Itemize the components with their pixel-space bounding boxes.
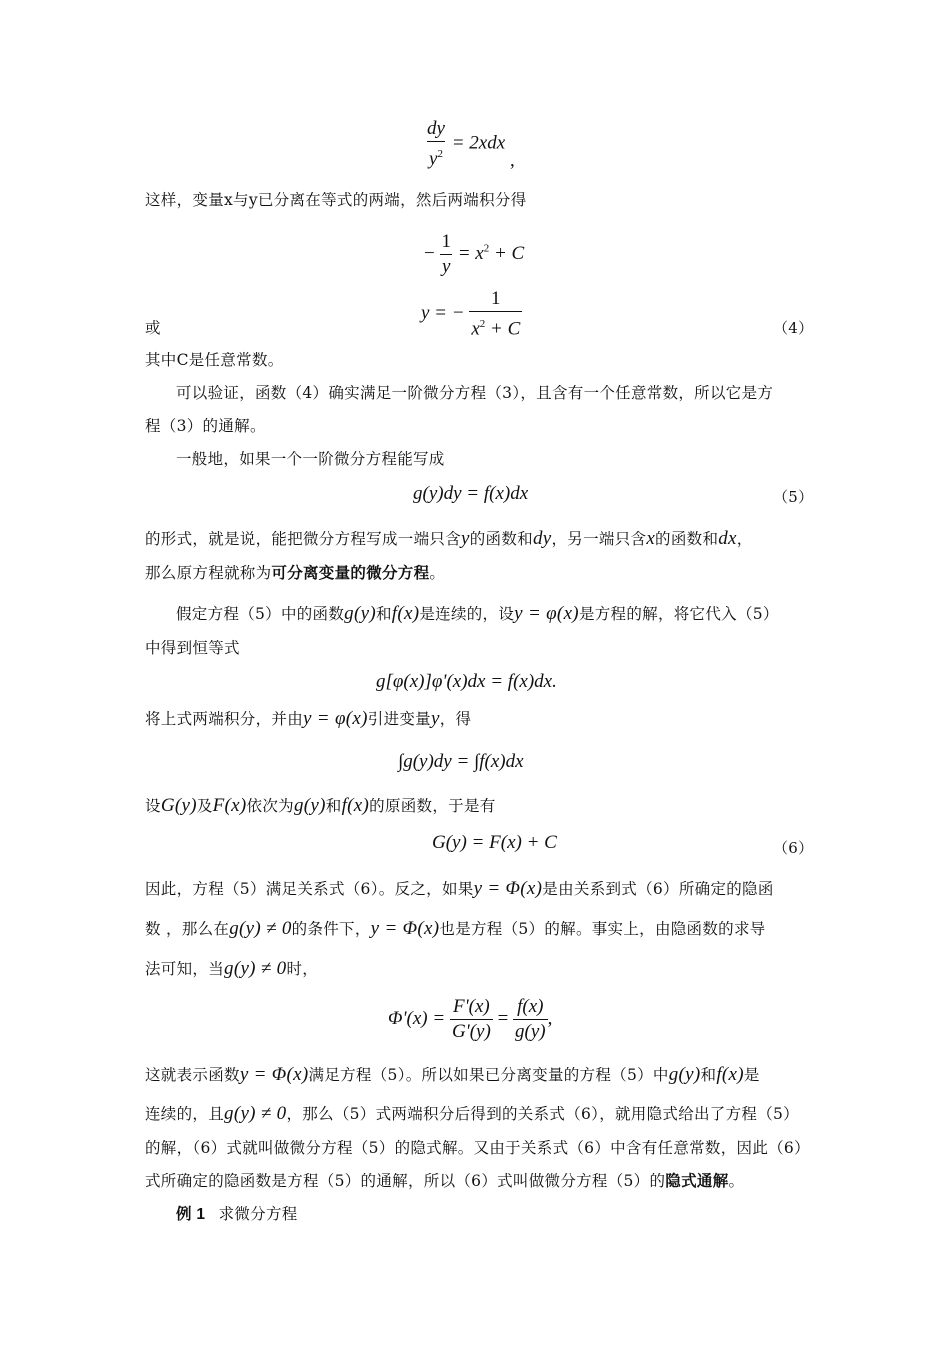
text-run: 是 xyxy=(743,1066,760,1084)
paragraph-3-line-1: 可以验证，函数（4）确实满足一阶微分方程（3），且含有一个任意常数，所以它是方 xyxy=(176,384,774,402)
paragraph-10-line-1 xyxy=(145,1064,760,1086)
text-run: 和 xyxy=(325,797,342,815)
paragraph-1: 这样，变量x与y已分离在等式的两端，然后两端积分得 xyxy=(145,191,527,209)
text-run: 的函数和 xyxy=(469,530,533,548)
example-text: 求微分方程 xyxy=(218,1205,298,1223)
math-condition: g(y) ≠ 0 xyxy=(224,958,287,979)
text-run: 假定方程（5）中的函数 xyxy=(176,605,345,623)
text-run: 这就表示函数 xyxy=(145,1066,240,1084)
paragraph-5-line-1 xyxy=(145,528,753,550)
math-g-y: g(y) xyxy=(344,603,376,624)
or-label: 或 xyxy=(145,319,161,337)
exponent: 2 xyxy=(437,148,443,160)
paragraph-3-line-2: 程（3）的通解。 xyxy=(145,417,266,435)
paragraph-2: 其中C是任意常数。 xyxy=(145,351,284,369)
text-run: 也是方程（5）的解。事实上，由隐函数的求导 xyxy=(439,920,766,938)
equation-rhs-tail: + C xyxy=(489,242,525,264)
math-y-Phi-x: y = Φ(x) xyxy=(370,918,440,939)
paragraph-9-line-3 xyxy=(145,958,318,980)
text-run: 。 xyxy=(429,564,446,582)
text-run: 的原函数，于是有 xyxy=(369,797,496,815)
example-label: 例 1 xyxy=(176,1206,206,1223)
denominator: G'(y) xyxy=(451,1021,491,1042)
denominator xyxy=(427,141,445,170)
exponent: 2 xyxy=(483,242,490,255)
equation-derivative xyxy=(388,996,552,1043)
paragraph-4: 一般地，如果一个一阶微分方程能写成 xyxy=(176,450,445,468)
denominator-base: y xyxy=(429,148,438,170)
paragraph-6-line-1 xyxy=(176,603,779,625)
example-heading xyxy=(176,1204,298,1225)
math-y-phi-x: y = φ(x) xyxy=(514,603,579,624)
term-implicit-general-solution: 隐式通解 xyxy=(665,1171,729,1190)
text-run: 法可知，当 xyxy=(145,960,225,978)
text-run: 引进变量 xyxy=(367,710,431,728)
paragraph-9-line-1 xyxy=(145,878,774,900)
equation-number-4: （4） xyxy=(773,319,814,337)
equation-lhs: Φ'(x) = xyxy=(388,1007,446,1029)
text-run: 满足方程（5）。所以如果已分离变量的方程（5）中 xyxy=(308,1066,669,1084)
fraction-2 xyxy=(513,996,548,1043)
numerator: dy xyxy=(427,118,445,139)
text-run: 是方程的解，将它代入（5） xyxy=(578,605,779,623)
text-run: 和 xyxy=(375,605,392,623)
text-run: 的条件下， xyxy=(291,920,371,938)
denominator: y xyxy=(442,256,451,277)
math-x: x xyxy=(646,528,656,549)
equation-rhs: = 2xdx xyxy=(451,132,506,154)
math-g-y: g(y) xyxy=(293,795,326,816)
equation-6: G(y) = F(x) + C xyxy=(432,832,557,853)
math-condition: g(y) ≠ 0 xyxy=(229,918,292,939)
fraction xyxy=(425,118,447,170)
math-F-x: F(x) xyxy=(212,795,247,816)
denominator: g(y) xyxy=(515,1021,546,1042)
math-y-Phi-x: y = Φ(x) xyxy=(239,1064,309,1085)
term-separable-equation: 可分离变量的微分方程 xyxy=(271,563,430,582)
math-f-x: f(x) xyxy=(341,795,370,816)
math-dx: dx xyxy=(718,528,737,549)
numerator: 1 xyxy=(491,288,501,309)
equation-integral: ∫g(y)dy = ∫f(x)dx xyxy=(398,751,524,772)
text-run: ，得 xyxy=(439,710,472,728)
equation-rhs: = x xyxy=(457,242,484,264)
math-condition: g(y) ≠ 0 xyxy=(224,1103,287,1124)
paragraph-7 xyxy=(145,708,471,730)
paragraph-8 xyxy=(145,795,496,817)
denominator-base: x xyxy=(471,318,480,340)
math-y-phi-x: y = φ(x) xyxy=(303,708,368,729)
text-run: 将上式两端积分，并由 xyxy=(145,710,304,728)
text-run: ，那么（5）式两端积分后得到的关系式（6），就用隐式给出了方程（5） xyxy=(286,1105,799,1123)
numerator: F'(x) xyxy=(452,996,490,1017)
text-run: 及 xyxy=(196,797,213,815)
paragraph-10-line-4 xyxy=(145,1171,744,1191)
denominator-tail: + C xyxy=(485,318,521,340)
text-run: 是由关系到式（6）所确定的隐函 xyxy=(542,880,774,898)
math-g-y: g(y) xyxy=(668,1064,701,1085)
text-run: 时， xyxy=(286,960,319,978)
text-run: 的函数和 xyxy=(655,530,719,548)
text-run: 连续的，且 xyxy=(145,1105,225,1123)
equation-4 xyxy=(421,288,522,340)
equation-number-5: （5） xyxy=(773,488,814,506)
paragraph-10-line-2 xyxy=(145,1103,799,1125)
paragraph-6-line-2: 中得到恒等式 xyxy=(145,639,240,657)
fraction-1 xyxy=(450,996,493,1043)
minus-sign: − xyxy=(424,242,435,264)
equation-identity: g[φ(x)]φ'(x)dx = f(x)dx. xyxy=(376,671,557,692)
equation-number-6: （6） xyxy=(773,839,814,857)
equals-sign: = xyxy=(497,1007,509,1029)
math-f-x: f(x) xyxy=(716,1064,744,1085)
text-run: 因此，方程（5）满足关系式（6）。反之，如果 xyxy=(145,880,474,898)
equation-5: g(y)dy = f(x)dx xyxy=(413,483,529,504)
fraction xyxy=(439,231,453,278)
text-run: 和 xyxy=(700,1066,717,1084)
math-f-x: f(x) xyxy=(391,603,420,624)
text-run: 依次为 xyxy=(246,797,294,815)
math-y: y xyxy=(461,528,470,549)
equation-integrated xyxy=(424,231,524,278)
equation-comma: , xyxy=(510,150,515,171)
equation-lhs: y = − xyxy=(421,302,465,324)
denominator xyxy=(469,311,522,340)
paragraph-10-line-3: 的解，（6）式就叫做微分方程（5）的隐式解。又由于关系式（6）中含有任意常数，因此（6） xyxy=(145,1139,810,1157)
math-y-Phi-x: y = Φ(x) xyxy=(473,878,543,899)
paragraph-5-line-2 xyxy=(145,563,445,583)
text-run: ， xyxy=(736,530,753,548)
paragraph-9-line-2 xyxy=(145,918,766,940)
exponent: 2 xyxy=(479,318,486,330)
fraction xyxy=(469,288,522,340)
equation-separated xyxy=(425,118,505,170)
math-dy: dy xyxy=(532,528,552,549)
numerator: f(x) xyxy=(517,996,544,1017)
comma: , xyxy=(547,1007,553,1029)
text-run: 式所确定的隐函数是方程（5）的通解，所以（6）式叫做微分方程（5）的 xyxy=(145,1172,666,1190)
math-y: y xyxy=(430,708,440,729)
math-G-y: G(y) xyxy=(160,795,197,816)
numerator: 1 xyxy=(441,231,451,252)
text-run: 。 xyxy=(728,1172,745,1190)
text-run: 的形式，就是说，能把微分方程写成一端只含 xyxy=(145,530,462,548)
text-run: 设 xyxy=(145,797,161,815)
text-run: ，另一端只含 xyxy=(551,530,647,548)
text-run: 那么原方程就称为 xyxy=(145,564,272,582)
text-run: 是连续的，设 xyxy=(419,605,515,623)
text-run: 数 ，那么在 xyxy=(145,920,230,938)
